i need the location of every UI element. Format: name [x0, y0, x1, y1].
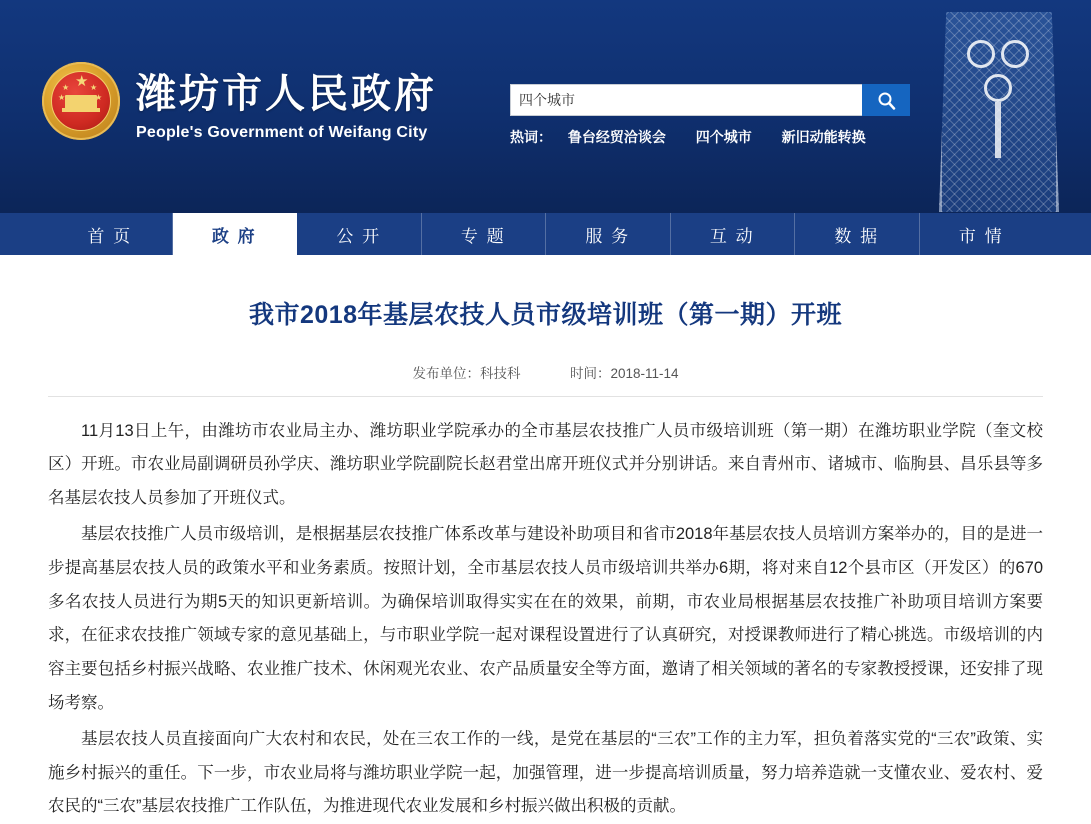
- article-time: 时间：2018-11-14: [570, 366, 679, 381]
- main-navigation: [0, 213, 1091, 255]
- emblem-star-3: ★: [58, 92, 65, 103]
- site-subtitle: People's Government of Weifang City: [136, 124, 427, 142]
- emblem-star-1: ★: [62, 82, 69, 93]
- tower-stem: [995, 102, 1001, 158]
- site-title: 潍坊市人民政府: [136, 62, 437, 119]
- emblem-star-2: ★: [90, 82, 97, 93]
- nav-item-government[interactable]: 政 府: [173, 213, 298, 255]
- hotword-link-1[interactable]: 鲁台经贸洽谈会: [568, 129, 666, 145]
- search-button[interactable]: [862, 84, 910, 116]
- nav-item-home[interactable]: 首 页: [48, 213, 173, 255]
- hotword-link-2[interactable]: 四个城市: [696, 129, 752, 145]
- article-paragraph: 基层农技人员直接面向广大农村和农民，处在三农工作的一线，是党在基层的“三农”工作的主力军，担负着落实党的“三农”政策、实施乡村振兴的重任。下一步，市农业局将与潍坊职业学院一起，加强管理，进一步提高培训质量，努力培养造就一支懂农业、爱农村、爱农民的“三农”基层农技推广工作队伍，为推进现代农业发展和乡村振兴做出积极的贡献。: [48, 723, 1043, 824]
- article-container: [0, 255, 1091, 824]
- article-publisher: 发布单位：科技科: [412, 366, 520, 381]
- search-bar: [510, 84, 910, 116]
- weifang-tower-graphic: [939, 0, 1059, 213]
- tower-ring-3: [984, 74, 1012, 102]
- emblem-star-main: ★: [75, 76, 88, 87]
- emblem-star-4: ★: [95, 92, 102, 103]
- nav-item-disclosure[interactable]: 公 开: [297, 213, 422, 255]
- hotwords-label: 热词：: [510, 129, 552, 145]
- nav-item-interaction[interactable]: 互 动: [671, 213, 796, 255]
- page-title: 我市2018年基层农技人员市级培训班（第一期）开班: [48, 255, 1043, 362]
- nav-item-topics[interactable]: 专 题: [422, 213, 547, 255]
- article-paragraph: 基层农技推广人员市级培训，是根据基层农技推广体系改革与建设补助项目和省市2018年基层农技人员培训方案举办的，目的是进一步提高基层农技人员的政策水平和业务素质。按照计划，全市基层农技人员市级培训共举办6期，将对来自12个县市区（开发区）的670多名农技人员进行为期5天的知识更新培训。为确保培训取得实实在在的效果，前期，市农业局根据基层农技推广补助项目培训方案要求，在征求农技推广领域专家的意见基础上，与市职业学院一起对课程设置进行了认真研究，对授课教师进行了精心挑选。市级培训的内容主要包括乡村振兴战略、农业推广技术、休闲观光农业、农产品质量安全等方面，邀请了相关领域的著名的专家教授授课，还安排了现场考察。: [48, 518, 1043, 721]
- site-header: [0, 0, 1091, 213]
- header-inner: [0, 0, 1091, 213]
- article-meta: [48, 362, 1043, 397]
- emblem-gate: [65, 95, 97, 111]
- nav-item-services[interactable]: 服 务: [546, 213, 671, 255]
- nav-items: [0, 213, 1091, 255]
- nav-item-city-profile[interactable]: 市 情: [920, 213, 1044, 255]
- national-emblem-icon: [42, 62, 120, 140]
- tower-ring-2: [1001, 40, 1029, 68]
- article-paragraph: 11月13日上午，由潍坊市农业局主办、潍坊职业学院承办的全市基层农技推广人员市级培训班（第一期）在潍坊职业学院（奎文校区）开班。市农业局副调研员孙学庆、潍坊职业学院副院长赵君堂出席开班仪式并分别讲话。来自青州市、诸城市、临朐县、昌乐县等多名基层农技人员参加了开班仪式。: [48, 415, 1043, 516]
- nav-item-data[interactable]: 数 据: [795, 213, 920, 255]
- hotword-link-3[interactable]: 新旧动能转换: [782, 129, 866, 145]
- article-body: [48, 397, 1043, 824]
- hotwords-bar: [510, 127, 892, 147]
- tower-ring-1: [967, 40, 995, 68]
- search-input[interactable]: [510, 84, 862, 116]
